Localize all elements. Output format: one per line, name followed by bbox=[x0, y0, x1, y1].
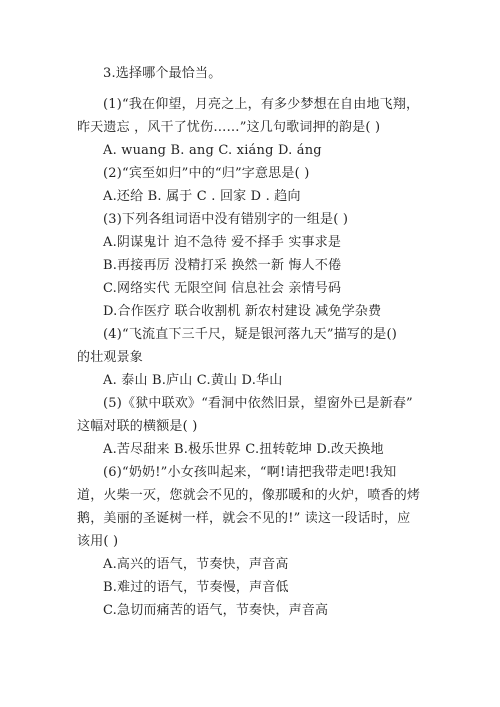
question-6-line-1: (6)“奶奶!”小女孩叫起来，“啊!请把我带走吧!我知 bbox=[103, 465, 397, 480]
question-1-options: A. wuang B. ang C. xiáng D. áng bbox=[103, 143, 322, 158]
question-4-line-2: 的壮观景象 bbox=[77, 350, 144, 365]
question-3-option-d: D.合作医疗 联合收割机 新农村建设 减免学杂费 bbox=[103, 304, 382, 319]
question-3-option-b: B.再接再厉 没精打采 换然一新 悔人不倦 bbox=[103, 258, 342, 273]
question-3-option-c: C.网络实代 无限空间 信息社会 亲情号码 bbox=[103, 281, 342, 296]
section-heading: 3.选择哪个最恰当。 bbox=[103, 66, 222, 81]
question-6-line-4: 该用( ) bbox=[77, 534, 119, 549]
question-3-stem: (3)下列各组词语中没有错别字的一组是( ) bbox=[103, 212, 349, 227]
question-4-options: A. 泰山 B.庐山 C.黄山 D.华山 bbox=[103, 373, 283, 388]
question-6-line-3: 鹅，美丽的圣诞树一样，就会不见的!” 读这一段话时，应 bbox=[77, 511, 411, 526]
question-2-options: A.还给 B. 属于 C . 回家 D . 趋向 bbox=[103, 189, 301, 204]
question-1-line-2: 昨天遗忘 ，风干了忧伤……”这几句歌词押的韵是( ) bbox=[77, 120, 381, 135]
question-3-option-a: A.阴谋鬼计 迫不急待 爱不择手 实事求是 bbox=[103, 235, 342, 250]
question-2-stem: (2)“宾至如归”中的“归”字意思是( ) bbox=[103, 166, 310, 181]
question-5-line-2: 这幅对联的横额是( ) bbox=[77, 419, 198, 434]
question-6-line-2: 道，火柴一灭，您就会不见的，像那暖和的火炉，喷香的烤 bbox=[77, 488, 421, 503]
question-6-option-b: B.难过的语气，节奏慢，声音低 bbox=[103, 580, 289, 595]
question-4-line-1: (4)“飞流直下三千尺，疑是银河落九天”描写的是() bbox=[103, 327, 398, 342]
question-5-line-1: (5)《狱中联欢》“看洞中依然旧景，望窗外已是新春” bbox=[103, 396, 413, 411]
question-5-options: A.苦尽甜来 B.极乐世界 C.扭转乾坤 D.改天换地 bbox=[103, 442, 384, 457]
question-6-option-a: A.高兴的语气，节奏快，声音高 bbox=[103, 557, 289, 572]
question-1-line-1: (1)“我在仰望，月亮之上，有多少梦想在自由地飞翔， bbox=[103, 97, 420, 112]
question-6-option-c: C.急切而痛苦的语气，节奏快，声音高 bbox=[103, 603, 329, 618]
